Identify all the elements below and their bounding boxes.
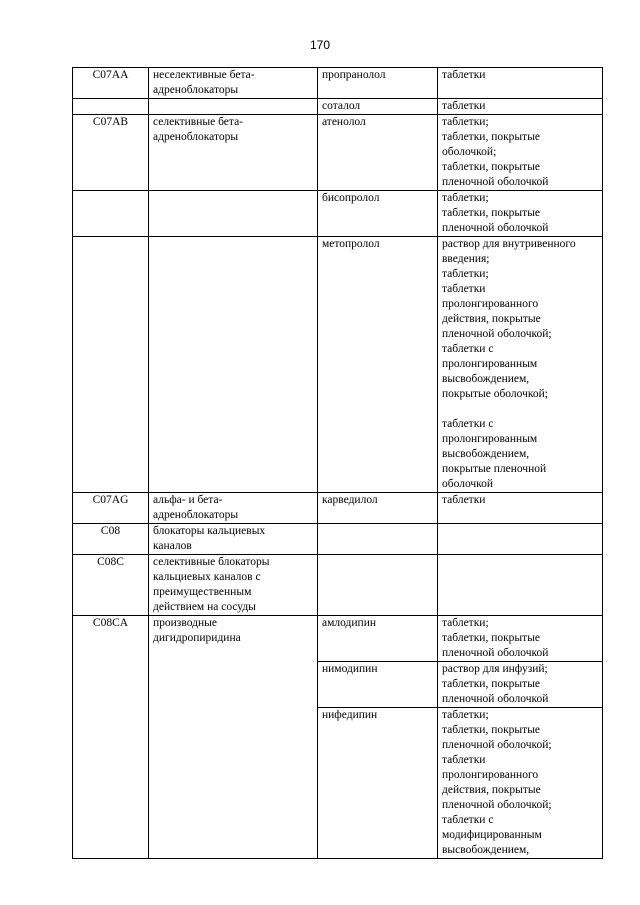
group-cell: селективные блокаторы кальциевых каналов с преимущественным действием на сосуды: [149, 555, 318, 616]
atc-code-cell: [73, 662, 149, 708]
table-row: [73, 616, 603, 662]
drug-table: [72, 67, 603, 859]
atc-code-cell: C07AB: [73, 115, 149, 191]
group-cell: [149, 191, 318, 237]
page-number: 170: [309, 38, 331, 52]
table-row: [73, 662, 603, 708]
table-row: [73, 524, 603, 555]
group-cell: [149, 99, 318, 115]
group-cell: селективные бета- адреноблокаторы: [149, 115, 318, 191]
dosage-form-cell: [438, 555, 603, 616]
table-row: [73, 708, 603, 859]
drug-name-cell: пропранолол: [318, 68, 438, 99]
group-cell: альфа- и бета- адреноблокаторы: [149, 493, 318, 524]
atc-code-cell: C08C: [73, 555, 149, 616]
group-cell: [149, 662, 318, 708]
atc-code-cell: C08CA: [73, 616, 149, 662]
dosage-form-cell: раствор для внутривенного введения; таблетки; таблетки пролонгированного действия, покрытые пленочной оболочкой; таблетки с пролонгированным высвобождением, покрытые оболочкой; таблетки с пролонгированным высвобождением, покрытые пленочной оболочкой: [438, 237, 603, 493]
drug-name-cell: метопролол: [318, 237, 438, 493]
table-row: [73, 68, 603, 99]
table-row: [73, 237, 603, 493]
atc-code-cell: [73, 708, 149, 859]
drug-name-cell: нимодипин: [318, 662, 438, 708]
atc-code-cell: C08: [73, 524, 149, 555]
dosage-form-cell: таблетки; таблетки, покрытые пленочной оболочкой: [438, 191, 603, 237]
dosage-form-cell: таблетки: [438, 99, 603, 115]
group-cell: производные дигидропиридина: [149, 616, 318, 662]
group-cell: [149, 237, 318, 493]
atc-code-cell: [73, 99, 149, 115]
group-cell: [149, 708, 318, 859]
drug-name-cell: атенолол: [318, 115, 438, 191]
group-cell: блокаторы кальциевых каналов: [149, 524, 318, 555]
drug-name-cell: [318, 555, 438, 616]
dosage-form-cell: [438, 524, 603, 555]
group-cell: неселективные бета- адреноблокаторы: [149, 68, 318, 99]
table-row: [73, 99, 603, 115]
drug-name-cell: [318, 524, 438, 555]
atc-code-cell: [73, 237, 149, 493]
dosage-form-cell: таблетки: [438, 493, 603, 524]
dosage-form-cell: таблетки; таблетки, покрытые пленочной оболочкой; таблетки пролонгированного действия, покрытые пленочной оболочкой; таблетки с модифицированным высвобождением,: [438, 708, 603, 859]
atc-code-cell: C07AA: [73, 68, 149, 99]
table-row: [73, 555, 603, 616]
dosage-form-cell: таблетки; таблетки, покрытые оболочкой; таблетки, покрытые пленочной оболочкой: [438, 115, 603, 191]
atc-code-cell: C07AG: [73, 493, 149, 524]
atc-code-cell: [73, 191, 149, 237]
drug-name-cell: амлодипин: [318, 616, 438, 662]
drug-name-cell: соталол: [318, 99, 438, 115]
table-row: [73, 493, 603, 524]
dosage-form-cell: таблетки; таблетки, покрытые пленочной оболочкой: [438, 616, 603, 662]
dosage-form-cell: таблетки: [438, 68, 603, 99]
drug-name-cell: карведилол: [318, 493, 438, 524]
table-row: [73, 115, 603, 191]
table-row: [73, 191, 603, 237]
drug-name-cell: нифедипин: [318, 708, 438, 859]
drug-name-cell: бисопролол: [318, 191, 438, 237]
dosage-form-cell: раствор для инфузий; таблетки, покрытые пленочной оболочкой: [438, 662, 603, 708]
